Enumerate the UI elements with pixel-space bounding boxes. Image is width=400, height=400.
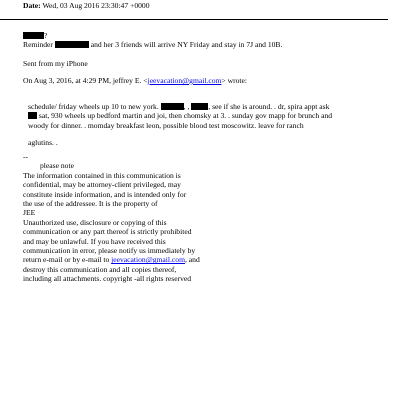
quote-header [23, 76, 247, 85]
reminder-line [23, 40, 282, 49]
footer-line: confidential, may be attorney-client privileged, may [23, 180, 181, 190]
footer-line: Unauthorized use, disclosure or copying of this [23, 217, 167, 227]
footer-line: the use of the addressee. It is the property of [23, 199, 158, 209]
redaction-box [23, 32, 44, 39]
footer-line: and may be unlawful. If you have received this [23, 236, 166, 246]
schedule-text: schedule/ friday wheels up 10 to new york. [28, 102, 159, 111]
email-link[interactable]: jeevacation@gmail.com [147, 76, 222, 85]
footer-line: JEE [23, 208, 36, 218]
header-divider [0, 19, 388, 20]
footer-block [23, 152, 200, 284]
return-suffix: , and [184, 255, 200, 265]
email-link[interactable]: jeevacation@gmail.com [111, 255, 185, 265]
footer-line: constitute inside information, and is intended only for [23, 189, 187, 199]
reminder-prefix: Reminder [23, 40, 53, 50]
footer-line: including all attachments. copyright -all rights reserved [23, 274, 192, 284]
schedule-text: sat, 930 wheels up bedford martin and joi, then chomsky at 3. . sunday gov mapp for brunch and [38, 111, 333, 121]
schedule-line [28, 111, 332, 120]
footer-dashes: -- [23, 152, 29, 161]
signature-line [23, 59, 88, 68]
quote-prefix: On Aug 3, 2016, at 4:29 PM, jeffrey E. < [23, 76, 148, 85]
redaction-box [161, 103, 184, 110]
redacted-subject-line [23, 31, 282, 50]
schedule-line: woody for dinner. . momday breakfast leon, possible blood test moscowitz. leave for ranch [28, 120, 304, 130]
schedule-line [28, 102, 332, 111]
question-mark: ? [44, 31, 48, 40]
email-date-line [23, 1, 150, 10]
redaction-box [55, 41, 89, 48]
footer-note: please note [40, 161, 74, 171]
footer-return-line [23, 255, 200, 264]
schedule-text: , , [183, 102, 190, 111]
date-label: Date: [23, 1, 41, 10]
return-prefix: return e-mail or by e-mail to [23, 255, 112, 265]
redaction-box [191, 103, 208, 110]
redaction-box [28, 112, 37, 119]
schedule-block [28, 102, 332, 148]
reminder-text: and her 3 friends will arrive NY Friday and stay in 7J and 10B. [90, 40, 283, 50]
signature-text: Sent from my iPhone [23, 59, 88, 68]
footer-line: The information contained in this communication is [23, 170, 181, 180]
date-value: Wed, 03 Aug 2016 23:30:47 +0000 [42, 1, 150, 10]
quote-suffix: > wrote: [221, 76, 248, 85]
schedule-line: aglutins. . [28, 138, 58, 148]
footer-line: communication in error, please notify us immediately by [23, 246, 196, 256]
footer-line: destroy this communication and all copies thereof, [23, 264, 177, 274]
footer-line: communication or any part thereof is strictly prohibited [23, 227, 192, 237]
schedule-text: , see if she is around. . dr, spira appt ask [208, 102, 330, 111]
